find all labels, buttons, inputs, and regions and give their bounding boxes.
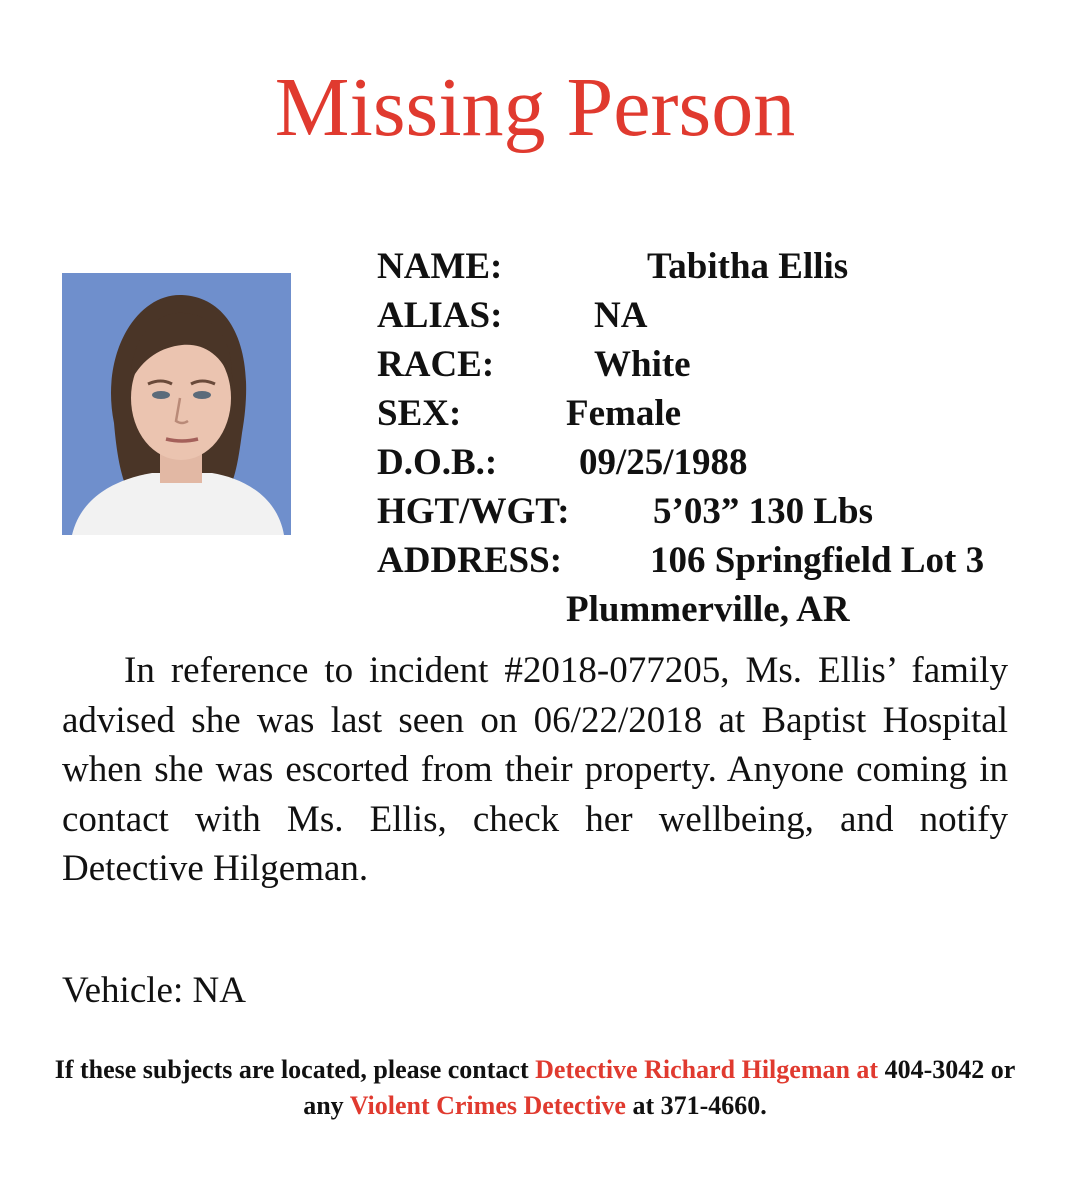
hgt-wgt-label: HGT/WGT: (377, 491, 570, 532)
footer-text-2: 404-3042 or any (303, 1055, 1016, 1120)
description-text: In reference to incident #2018-077205, Ms. Ellis’ family advised she was last seen on 06/22/2018 at Baptist Hospital when she was escorted from their property. Anyone coming in contact with Ms. Ellis, check her wellbeing, and notify Detective Hilgeman. (62, 650, 1008, 889)
footer-contact-violent-crimes: Violent Crimes Detective (349, 1091, 626, 1120)
sex-label: SEX: (377, 393, 462, 434)
address-label: ADDRESS: (377, 540, 563, 581)
sex-value: Female (566, 393, 682, 434)
person-photo (62, 273, 291, 535)
description-paragraph (62, 646, 1008, 894)
alias-value: NA (594, 295, 648, 336)
vehicle-info: Vehicle: NA (62, 970, 246, 1011)
dob-value: 09/25/1988 (579, 442, 748, 483)
page-title: Missing Person (274, 61, 796, 154)
name-value: Tabitha Ellis (647, 246, 849, 287)
dob-label: D.O.B.: (377, 442, 498, 483)
race-value: White (594, 344, 691, 385)
footer-text-3: at 371-4660. (625, 1091, 767, 1120)
footer-contact-detective: Detective Richard Hilgeman at (535, 1055, 879, 1084)
address-value: 106 Springfield Lot 3 (650, 540, 985, 581)
alias-label: ALIAS: (377, 295, 503, 336)
hgt-wgt-value: 5’03” 130 Lbs (653, 491, 873, 532)
footer-text-1: If these subjects are located, please contact (54, 1055, 536, 1084)
person-photo-icon (62, 273, 291, 535)
name-label: NAME: (377, 246, 503, 287)
contact-footer (40, 1052, 1030, 1124)
address-value-line2: Plummerville, AR (566, 589, 850, 630)
race-label: RACE: (377, 344, 495, 385)
